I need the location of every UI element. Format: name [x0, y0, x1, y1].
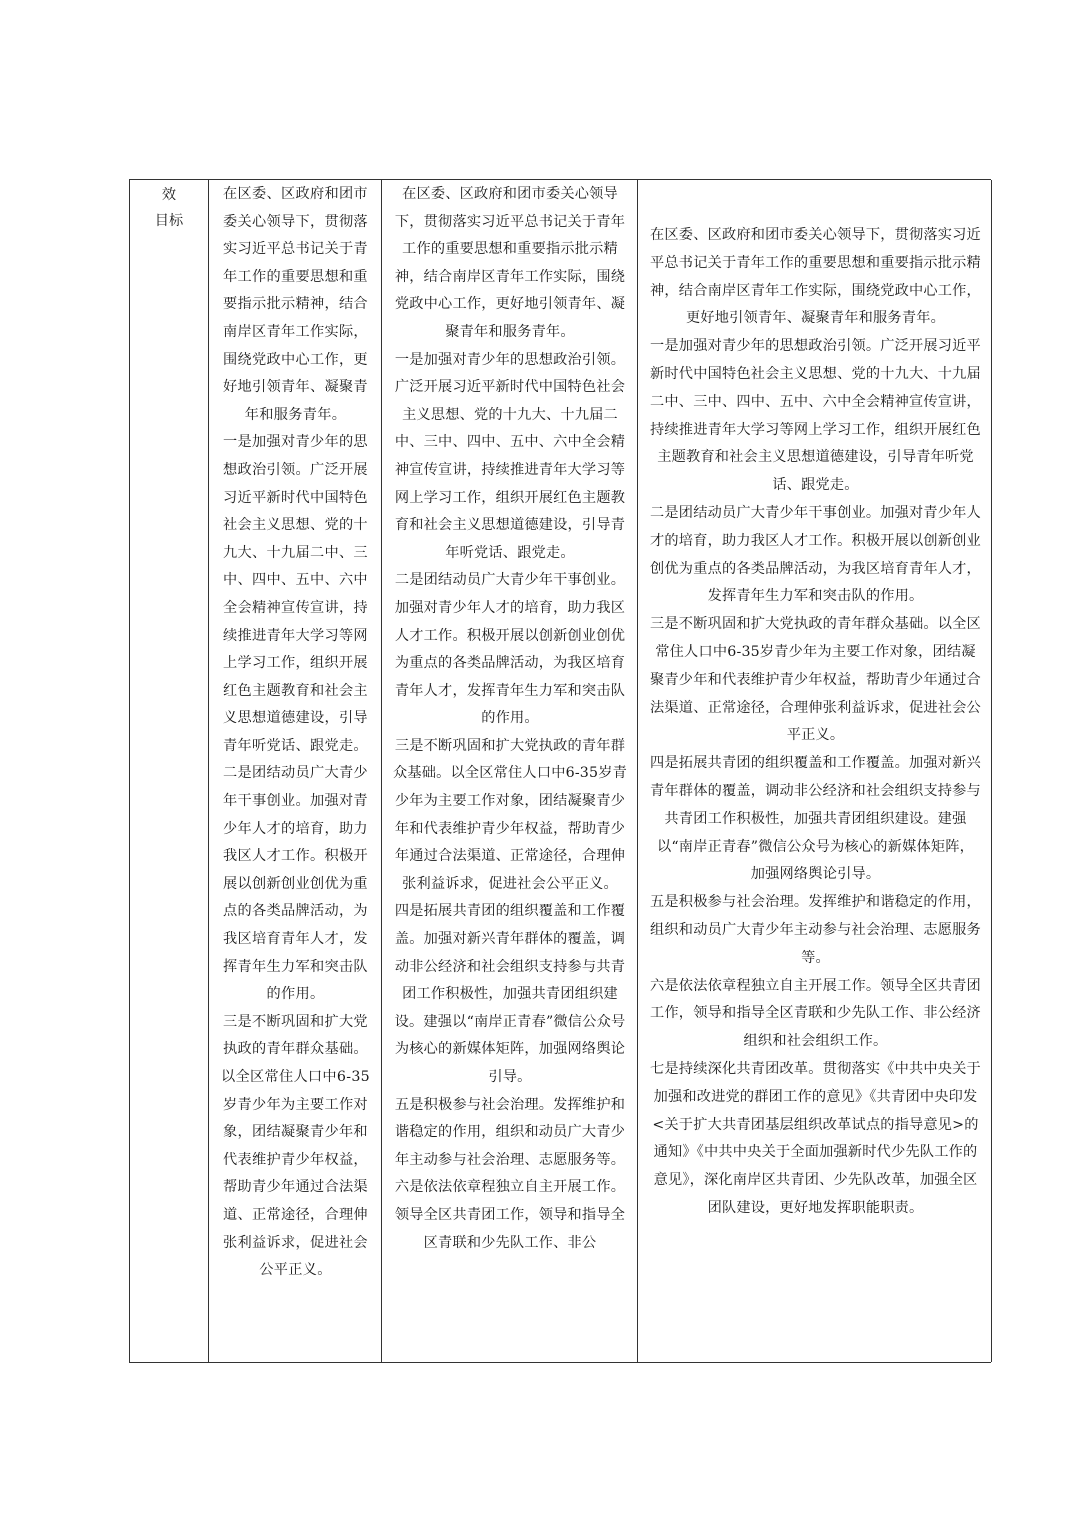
row-label [130, 180, 208, 234]
col3-paragraph: 三是不断巩固和扩大党执政的青年群众基础。以全区常住人口中6-35岁青少年为主要工作对象，团结凝聚青少年和代表维护青少年权益，帮助青少年通过合法渠道、正常途径，合理伸张利益诉求，促进社会公平正义。 [392, 737, 628, 892]
col4-paragraph: 七是持续深化共青团改革。贯彻落实《中共中央关于加强和改进党的群团工作的意见》《共青团中央印发<关于扩大共青团基层组织改革试点的指导意见>的通知》《中共中央关于全面加强新时代少先队工作的意见》，深化南岸区共青团、少先队改革，加强全区团队建设，更好地发挥职能职责。 [650, 1060, 981, 1216]
col2-paragraph: 三是不断巩固和扩大党执政的青年群众基础。以全区常住人口中6-35岁青少年为主要工作对象，团结凝聚青少年和代表维护青少年权益，帮助青少年通过合法渠道、正常途径，合理伸张利益诉求，促进社会公平正义。 [221, 1013, 370, 1279]
col2-paragraph: 一是加强对青少年的思想政治引领。广泛开展习近平新时代中国特色社会主义思想、党的十九大、十九届二中、三中、四中、五中、六中全会精神宣传宣讲，持续推进青年大学习等网上学习工作，组织开展红色主题教育和社会主义思想道德建设，引导青年听党话、跟党走。 [223, 434, 368, 754]
col4-paragraph: 一是加强对青少年的思想政治引领。广泛开展习近平新时代中国特色社会主义思想、党的十九大、十九届二中、三中、四中、五中、六中全会精神宣传宣讲，持续推进青年大学习等网上学习工作，组织开展红色主题教育和社会主义思想道德建设，引导青年听党话、跟党走。 [650, 338, 981, 494]
row-label-cell [130, 180, 209, 1362]
goals-table [129, 179, 991, 1363]
column-3-cell [382, 180, 638, 1362]
col4-paragraph: 在区委、区政府和团市委关心领导下，贯彻落实习近平总书记关于青年工作的重要思想和重要指示批示精神，结合南岸区青年工作实际，围绕党政中心工作，更好地引领青年、凝聚青年和服务青年。 [650, 227, 981, 327]
col3-paragraph: 在区委、区政府和团市委关心领导下，贯彻落实习近平总书记关于青年工作的重要思想和重要指示批示精神，结合南岸区青年工作实际，围绕党政中心工作，更好地引领青年、凝聚青年和服务青年。 [394, 186, 626, 340]
col3-paragraph: 四是拓展共青团的组织覆盖和工作覆盖。加强对新兴青年群体的覆盖，调动非公经济和社会组织支持参与共青团工作积极性，加强共青团组织建设。建强以“南岸正青春”微信公众号为核心的新媒体矩阵，加强网络舆论引导。 [394, 903, 626, 1085]
col4-paragraph: 五是积极参与社会治理。发挥维护和谐稳定的作用，组织和动员广大青少年主动参与社会治理、志愿服务等。 [650, 894, 981, 966]
col4-paragraph: 六是依法依章程独立自主开展工作。领导全区共青团工作，领导和指导全区青联和少先队工作、非公经济组织和社会组织工作。 [650, 977, 981, 1050]
column-2-cell [209, 180, 382, 1362]
col3-paragraph: 五是积极参与社会治理。发挥维护和谐稳定的作用，组织和动员广大青少年主动参与社会治理、志愿服务等。 [394, 1096, 626, 1168]
col2-paragraph: 在区委、区政府和团市委关心领导下，贯彻落实习近平总书记关于青年工作的重要思想和重要指示批示精神，结合南岸区青年工作实际，围绕党政中心工作，更好地引领青年、凝聚青年和服务青年。 [223, 186, 368, 423]
col4-paragraph: 四是拓展共青团的组织覆盖和工作覆盖。加强对新兴青年群体的覆盖，调动非公经济和社会组织支持参与共青团工作积极性，加强共青团组织建设。建强以“南岸正青春”微信公众号为核心的新媒体矩阵，加强网络舆论引导。 [650, 755, 981, 883]
col3-paragraph: 一是加强对青少年的思想政治引领。广泛开展习近平新时代中国特色社会主义思想、党的十九大、十九届二中、三中、四中、五中、六中全会精神宣传宣讲，持续推进青年大学习等网上学习工作，组织开展红色主题教育和社会主义思想道德建设，引导青年听党话、跟党走。 [394, 351, 626, 561]
col3-paragraph: 二是团结动员广大青少年干事创业。加强对青少年人才的培育，助力我区人才工作。积极开展以创新创业创优为重点的各类品牌活动，为我区培育青年人才，发挥青年生力军和突击队的作用。 [394, 572, 626, 727]
row-label-text: 效 目标 [154, 187, 184, 229]
column-4-cell [638, 180, 992, 1362]
col2-paragraph: 二是团结动员广大青少年干事创业。加强对青少年人才的培育，助力我区人才工作。积极开展以创新创业创优为重点的各类品牌活动，为我区培育青年人才，发挥青年生力军和突击队的作用。 [223, 765, 368, 1003]
col3-paragraph: 六是依法依章程独立自主开展工作。领导全区共青团工作，领导和指导全区青联和少先队工作、非公 [394, 1179, 626, 1251]
col4-paragraph: 三是不断巩固和扩大党执政的青年群众基础。以全区常住人口中6-35岁青少年为主要工作对象，团结凝聚青少年和代表维护青少年权益，帮助青少年通过合法渠道、正常途径，合理伸张利益诉求，促进社会公平正义。 [650, 616, 981, 744]
col4-paragraph: 二是团结动员广大青少年干事创业。加强对青少年人才的培育，助力我区人才工作。积极开展以创新创业创优为重点的各类品牌活动，为我区培育青年人才，发挥青年生力军和突击队的作用。 [650, 504, 981, 605]
